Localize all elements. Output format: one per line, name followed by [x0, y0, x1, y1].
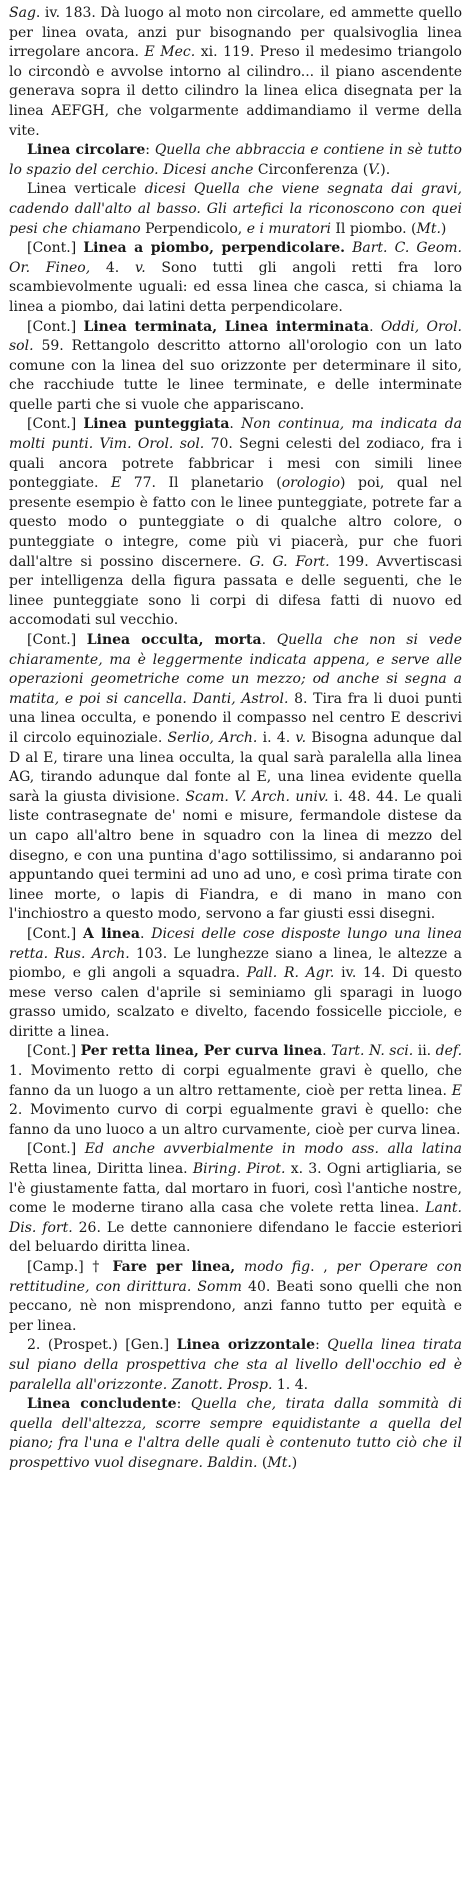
text-run: [Cont.]	[27, 1141, 85, 1158]
text-run: .	[369, 318, 381, 335]
italic-text: Ed anche avverbialmente in modo ass. alla latina	[84, 1141, 462, 1158]
text-run: iv. 14. Di questo mese verso calen d'aprile si seminiamo gli sparagi in luogo grasso umido, scalzato e divelto, facendo fossicelle picciole, e diritte a linea.	[9, 965, 462, 1040]
text-run: 2. (Prospet.) [Gen.]	[27, 1337, 177, 1354]
headword: Linea occulta, morta	[86, 632, 262, 648]
text-run: [Camp.] †	[27, 1259, 113, 1275]
text-run: .	[322, 1043, 332, 1060]
italic-text: Non continua, ma indicata da molti punti. Vim. Orol. sol.	[9, 416, 462, 453]
italic-text: E	[451, 1082, 462, 1099]
text-run: 2. Movimento curvo di corpi egualmente gravi è quello: che fanno da uno luoco a un altro curvamente, cioè per curva linea.	[9, 1102, 462, 1138]
italic-text: Serlio, Arch.	[167, 729, 258, 746]
text-run: 199. Avvertiscasi per intelligenza della figura passata e delle seguenti, che le linee punteggiate sono li corpi di difesa fatti di nuovo ed accomodati sul vecchio.	[9, 553, 462, 629]
italic-text: E Mec.	[144, 44, 196, 61]
text-run: .	[261, 632, 277, 648]
text-run: x. 3. Ogni artigliaria, se l'è giustamente fatta, dal mortaro in fuori, così l'antiche nostre, come le moderne tirano alla casa che volete retta linea.	[9, 1161, 462, 1217]
italic-text: v.	[134, 259, 146, 276]
text-run: Perpendicolo,	[140, 220, 247, 237]
italic-text: dicesi Quella che viene segnata dai gravi, cadendo dall'alto al basso. Gli artefici la riconoscono con quei pesi che chiamano	[9, 181, 462, 237]
headword: Linea orizzontale	[176, 1337, 316, 1354]
dictionary-paragraph	[9, 4, 462, 141]
text-run: 59. Rettangolo descritto attorno all'orologio con un lato comune con la linea del suo orizzonte per determinare il sito, che racchiude tutte le linee terminate, e delle interminate quelle parti che si vuole che appariscano.	[9, 338, 462, 413]
text-run: :	[315, 1337, 328, 1354]
dictionary-paragraph	[9, 415, 462, 631]
dictionary-paragraph	[9, 1336, 462, 1395]
italic-text: Pall. R. Agr.	[246, 965, 335, 982]
text-run: (	[257, 1454, 268, 1471]
italic-text: Dicesi delle cose disposte lungo una linea retta. Rus. Arch.	[9, 925, 463, 962]
italic-text: G. G. Fort.	[249, 553, 330, 570]
text-run: 1. Movimento retto di corpi egualmente gravi è quello, che fanno da un luogo a un altro rettamente, cioè per retta linea.	[9, 1063, 462, 1099]
text-run: Sono tutti gli angoli retti fra loro scambievolmente uguali: ed essa linea che casca, si chiama la linea a piombo, dai latini detta perpendicolare.	[9, 259, 463, 315]
headword: Per retta linea, Per curva linea	[80, 1043, 323, 1060]
headword: Linea a piombo, perpendicolare.	[83, 240, 345, 257]
text-run: i. 4.	[257, 729, 296, 746]
text-run: .	[229, 416, 242, 433]
italic-text: V.	[368, 161, 381, 178]
italic-text: Biring. Pirot.	[192, 1161, 286, 1178]
text-run: :	[145, 142, 155, 159]
italic-text: Lant. Dis. fort.	[9, 1200, 462, 1236]
dictionary-paragraph	[9, 141, 462, 180]
text-run: [Cont.]	[27, 318, 84, 335]
text-run: )	[440, 220, 447, 237]
text-run	[235, 1259, 244, 1275]
text-run: Linea verticale	[27, 181, 145, 198]
text-run: Retta linea, Diritta linea.	[9, 1161, 193, 1178]
italic-text: Scam. V. Arch. univ.	[185, 788, 329, 805]
italic-text: Mt.	[416, 220, 441, 237]
dictionary-paragraph	[9, 239, 462, 317]
text-run: [Cont.]	[27, 416, 84, 433]
text-run: )	[291, 1454, 298, 1471]
text-run: :	[176, 1396, 191, 1413]
dictionary-paragraph	[9, 631, 462, 925]
text-run: Il piombo. (	[330, 220, 417, 237]
text-run: 4.	[90, 259, 135, 276]
italic-text: Quella che non si vede chiaramente, ma è leggermente indicata appena, e serve alle operazioni geometriche come un mezzo; od anche si segna a matita, e poi si cancella. Danti, Astrol.	[9, 632, 463, 707]
italic-text: Quella che abbraccia e contiene in sè tutto lo spazio del cerchio. Dicesi anche	[9, 142, 462, 178]
text-run: [Cont.]	[27, 240, 84, 257]
headword: Linea concludente	[27, 1396, 177, 1413]
text-run: 77. Il planetario (	[121, 475, 282, 492]
headword: Linea punteggiata	[83, 416, 230, 433]
text-run: . ,	[310, 1259, 337, 1275]
dictionary-paragraph	[9, 1042, 462, 1140]
headword: Linea terminata, Linea interminata	[83, 318, 370, 335]
dictionary-paragraph	[9, 318, 462, 416]
dictionary-paragraph	[9, 180, 462, 239]
text-run: ) poi, qual nel presente esempio è fatto con le linee punteggiate, potrete far a questo modo o punteggiate o di qualche altro colore, o punteggiate o integre, come più vi piacerà, pur che fuori dall'altre si possino discernere.	[9, 475, 462, 570]
text-run: Circonferenza (	[253, 161, 369, 178]
italic-text: Bart. C. Geom. Or. Fineo,	[9, 240, 462, 276]
text-run: 103. Le lunghezze siano a linea, le altezze a piombo, e gli angoli a squadra.	[9, 945, 462, 982]
italic-text: Sag	[9, 5, 36, 21]
text-run: . iv. 183. Dà luogo al moto non circolare, ed ammette quello per linea ovata, anzi pur bisognando per qualsivoglia linea irregolare ancora.	[9, 5, 462, 61]
text-run: [Cont.]	[27, 1043, 81, 1060]
text-run: 40. Beati sono quelli che non peccano, nè non misprendono, anzi fanno tutto per equità e per linea.	[9, 1278, 462, 1334]
headword: Linea circolare	[27, 142, 146, 159]
italic-text: def.	[435, 1043, 463, 1060]
text-run: .	[139, 925, 152, 942]
headword: A linea	[83, 925, 140, 942]
text-run: ii.	[413, 1043, 436, 1060]
dictionary-paragraph	[9, 1258, 462, 1336]
text-run: 70. Segni celesti del zodiaco, fra i quali ancora potrete fabbricar i mesi con simili linee ponteggiate.	[9, 436, 462, 492]
text-run: i. 48. 44. Le quali liste contrasegnate de' nomi e misure, fermandole distese da un capo all'altro bene in squadro con la linea di mezzo del disegno, e con una puntina d'ago sottilissimo, si andaranno poi appuntando quei termini ad uno ad uno, e così prima tirate con linee morte, o lapis di Fiandra, e di mano in mano con l'inchiostro a questo modo, servono a far giusti essi disegni.	[9, 788, 462, 923]
italic-text: per Operare con rettitudine, con dirittura. Somm	[9, 1259, 462, 1295]
text-run: [Cont.]	[27, 632, 87, 648]
italic-text: v.	[295, 729, 307, 746]
dictionary-paragraph	[9, 1395, 462, 1473]
italic-text: Quella che, tirata dalla sommità di quella dell'altezza, scorre sempre equidistante a quella del piano; fra l'una e l'altra delle quali è contenuto tutto ciò che il prospettivo vuol disegnare. Baldin.	[9, 1396, 462, 1471]
italic-text: Oddi, Orol. sol.	[9, 318, 462, 355]
dictionary-paragraph	[9, 925, 462, 1043]
italic-text: Tart. N. sci.	[331, 1043, 414, 1060]
italic-text: modo fig	[243, 1259, 311, 1275]
italic-text: e i muratori	[246, 220, 331, 237]
headword: Fare per linea,	[112, 1259, 236, 1275]
dictionary-paragraph	[9, 1140, 462, 1258]
text-run: Bisogna adunque dal D al E, tirare una linea occulta, la qual sarà paralella alla linea AG, tirando adunque dal fonte al E, una linea evidente quella sarà la giusta divisione.	[9, 729, 462, 805]
italic-text: Mt.	[267, 1454, 292, 1471]
italic-text: Quella linea tirata sul piano della prospettiva che sta al livello dell'occhio ed è paralella all'orizzonte. Zanott. Prosp.	[9, 1337, 463, 1393]
text-run: 26. Le dette cannoniere difendano le faccie esteriori del beluardo diritta linea.	[9, 1219, 462, 1256]
text-run: [Cont.]	[27, 925, 83, 942]
italic-text: E	[110, 475, 122, 492]
italic-text: orologio	[281, 475, 341, 492]
text-run: 8. Tira fra li duoi punti una linea occulta, e ponendo il compasso nel centro E descrivi il circolo equinoziale.	[9, 690, 462, 746]
text-run: ).	[380, 161, 391, 178]
text-run: xi. 119. Preso il medesimo triangolo lo circondò e avvolse intorno al cilindro... il piano ascendente generava sopra il detto cilindro la linea elica disegnata per la linea AEFGH, che volgarmente addimandiamo il verme della vite.	[9, 44, 462, 139]
text-run: 1. 4.	[272, 1376, 309, 1393]
